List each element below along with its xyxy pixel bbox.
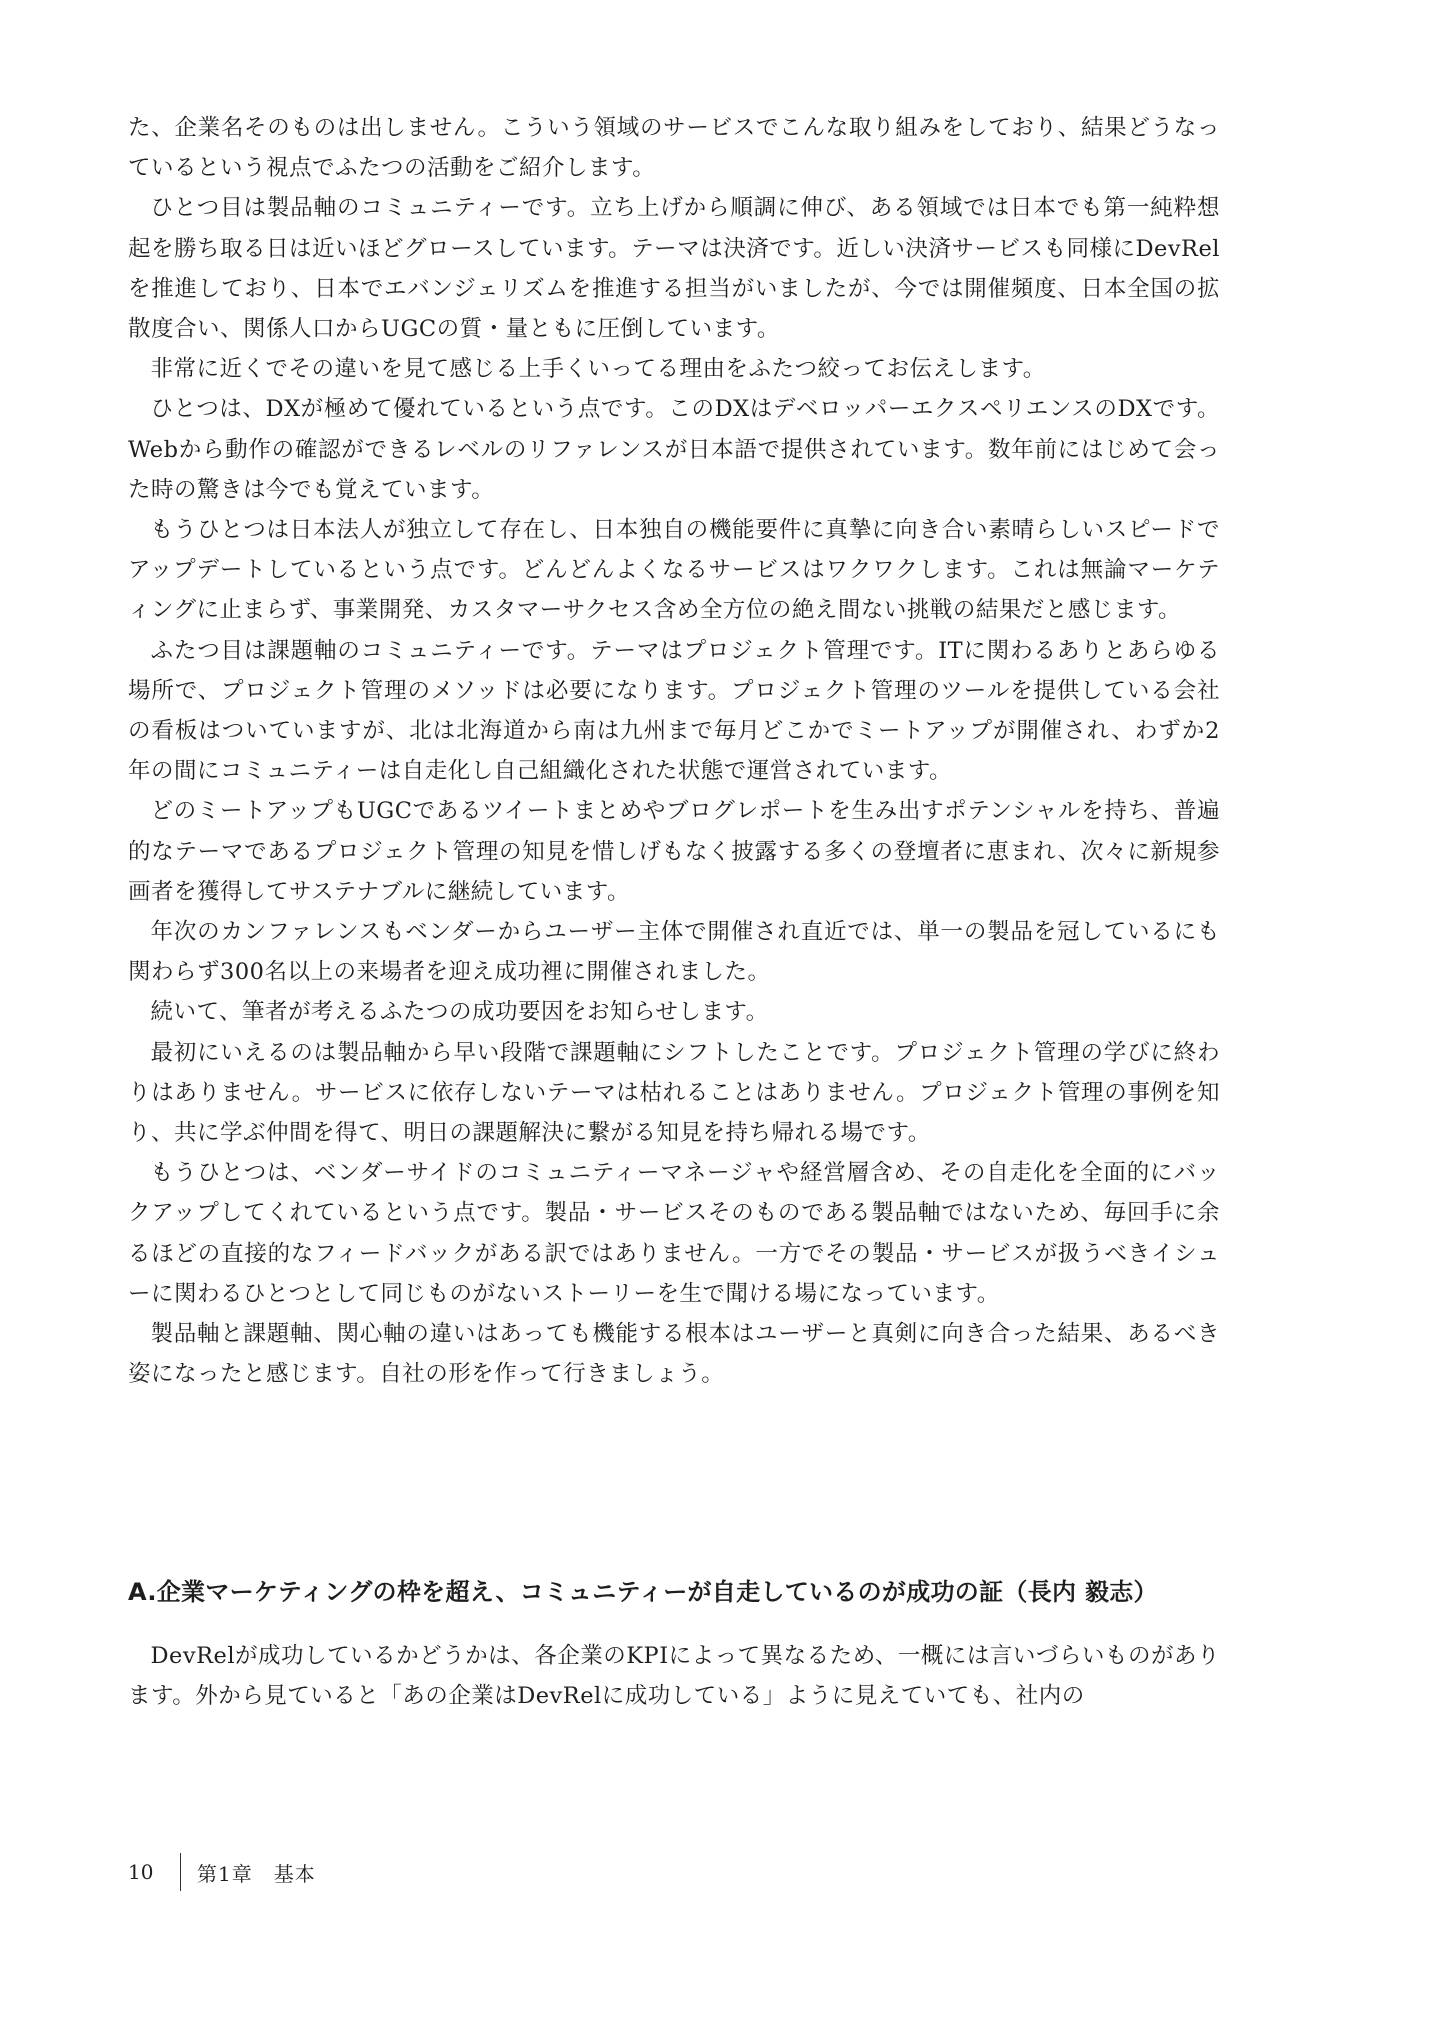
body-text xyxy=(128,108,1220,1395)
page-footer xyxy=(128,1852,316,1892)
paragraph-4: ひとつは、DXが極めて優れているという点です。このDXはデベロッパーエクスペリエンスのDXです。Webから動作の確認ができるレベルのリファレンスが日本語で提供されています。数年前にはじめて会った時の驚きは今でも覚えています。 xyxy=(128,396,1220,503)
paragraph-10: 最初にいえるのは製品軸から早い段階で課題軸にシフトしたことです。プロジェクト管理の学びに終わりはありません。サービスに依存しないテーマは枯れることはありません。プロジェクト管理の事例を知り、共に学ぶ仲間を得て、明日の課題解決に繋がる知見を持ち帰れる場です。 xyxy=(128,1039,1220,1147)
paragraph-3: 非常に近くでその違いを見て感じる上手くいってる理由をふたつ絞ってお伝えします。 xyxy=(150,356,1046,383)
page-number: 10 xyxy=(128,1860,154,1884)
section-text xyxy=(128,1636,1220,1716)
chapter-title: 第1章 基本 xyxy=(197,1861,316,1886)
paragraph-1: た、企業名そのものは出しません。こういう領域のサービスでこんな取り組みをしており、結果どうなっているという視点でふたつの活動をご紹介します。 xyxy=(128,115,1220,182)
paragraph-2: ひとつ目は製品軸のコミュニティーです。立ち上げから順調に伸び、ある領域では日本でも第一純粋想起を勝ち取る日は近いほどグロースしています。テーマは決済です。近しい決済サービスも同様にDevRelを推進しており、日本でエバンジェリズムを推進する担当がいましたが、今では開催頻度、日本全国の拡散度合い、関係人口からUGCの質・量ともに圧倒しています。 xyxy=(128,195,1220,343)
paragraph-12: 製品軸と課題軸、関心軸の違いはあっても機能する根本はユーザーと真剣に向き合った結果、あるべき姿になったと感じます。自社の形を作って行きましょう。 xyxy=(128,1321,1220,1388)
section-paragraph: DevRelが成功しているかどうかは、各企業のKPIによって異なるため、一概には言いづらいものがあります。外から見ていると「あの企業はDevRelに成功している」ように見えていても、社内の xyxy=(128,1643,1220,1710)
paragraph-5: もうひとつは日本法人が独立して存在し、日本独自の機能要件に真摯に向き合い素晴らしいスピードでアップデートしているという点です。どんどんよくなるサービスはワクワクします。これは無論マーケティングに止まらず、事業開発、カスタマーサクセス含め全方位の絶え間ない挑戦の結果だと感じます。 xyxy=(128,517,1220,624)
paragraph-9: 続いて、筆者が考えるふたつの成功要因をお知らせします。 xyxy=(150,999,769,1026)
paragraph-11: もうひとつは、ベンダーサイドのコミュニティーマネージャや経営層含め、その自走化を全面的にバックアップしてくれているという点です。製品・サービスそのものである製品軸ではないため、毎回手に余るほどの直接的なフィードバックがある訳ではありません。一方でその製品・サービスが扱うべきイシューに関わるひとつとして同じものがないストーリーを生で聞ける場になっています。 xyxy=(128,1160,1220,1307)
footer-divider xyxy=(180,1853,181,1891)
paragraph-6: ふたつ目は課題軸のコミュニティーです。テーマはプロジェクト管理です。ITに関わるありとあらゆる場所で、プロジェクト管理のメソッドは必要になります。プロジェクト管理のツールを提供している会社の看板はついていますが、北は北海道から南は九州まで毎月どこかでミートアップが開催され、わずか2年の間にコミュニティーは自走化し自己組織化された状態で運営されています。 xyxy=(128,637,1220,785)
paragraph-8: 年次のカンファレンスもベンダーからユーザー主体で開催され直近では、単一の製品を冠しているにも関わらず300名以上の来場者を迎え成功裡に開催されました。 xyxy=(128,919,1220,986)
paragraph-7: どのミートアップもUGCであるツイートまとめやブログレポートを生み出すポテンシャルを持ち、普遍的なテーマであるプロジェクト管理の知見を惜しげもなく披露する多くの登壇者に恵まれ、次々に新規参画者を獲得してサステナブルに継続しています。 xyxy=(128,798,1220,905)
section-heading: A.企業マーケティングの枠を超え、コミュニティーが自走しているのが成功の証（長内 毅志） xyxy=(128,1578,1158,1606)
